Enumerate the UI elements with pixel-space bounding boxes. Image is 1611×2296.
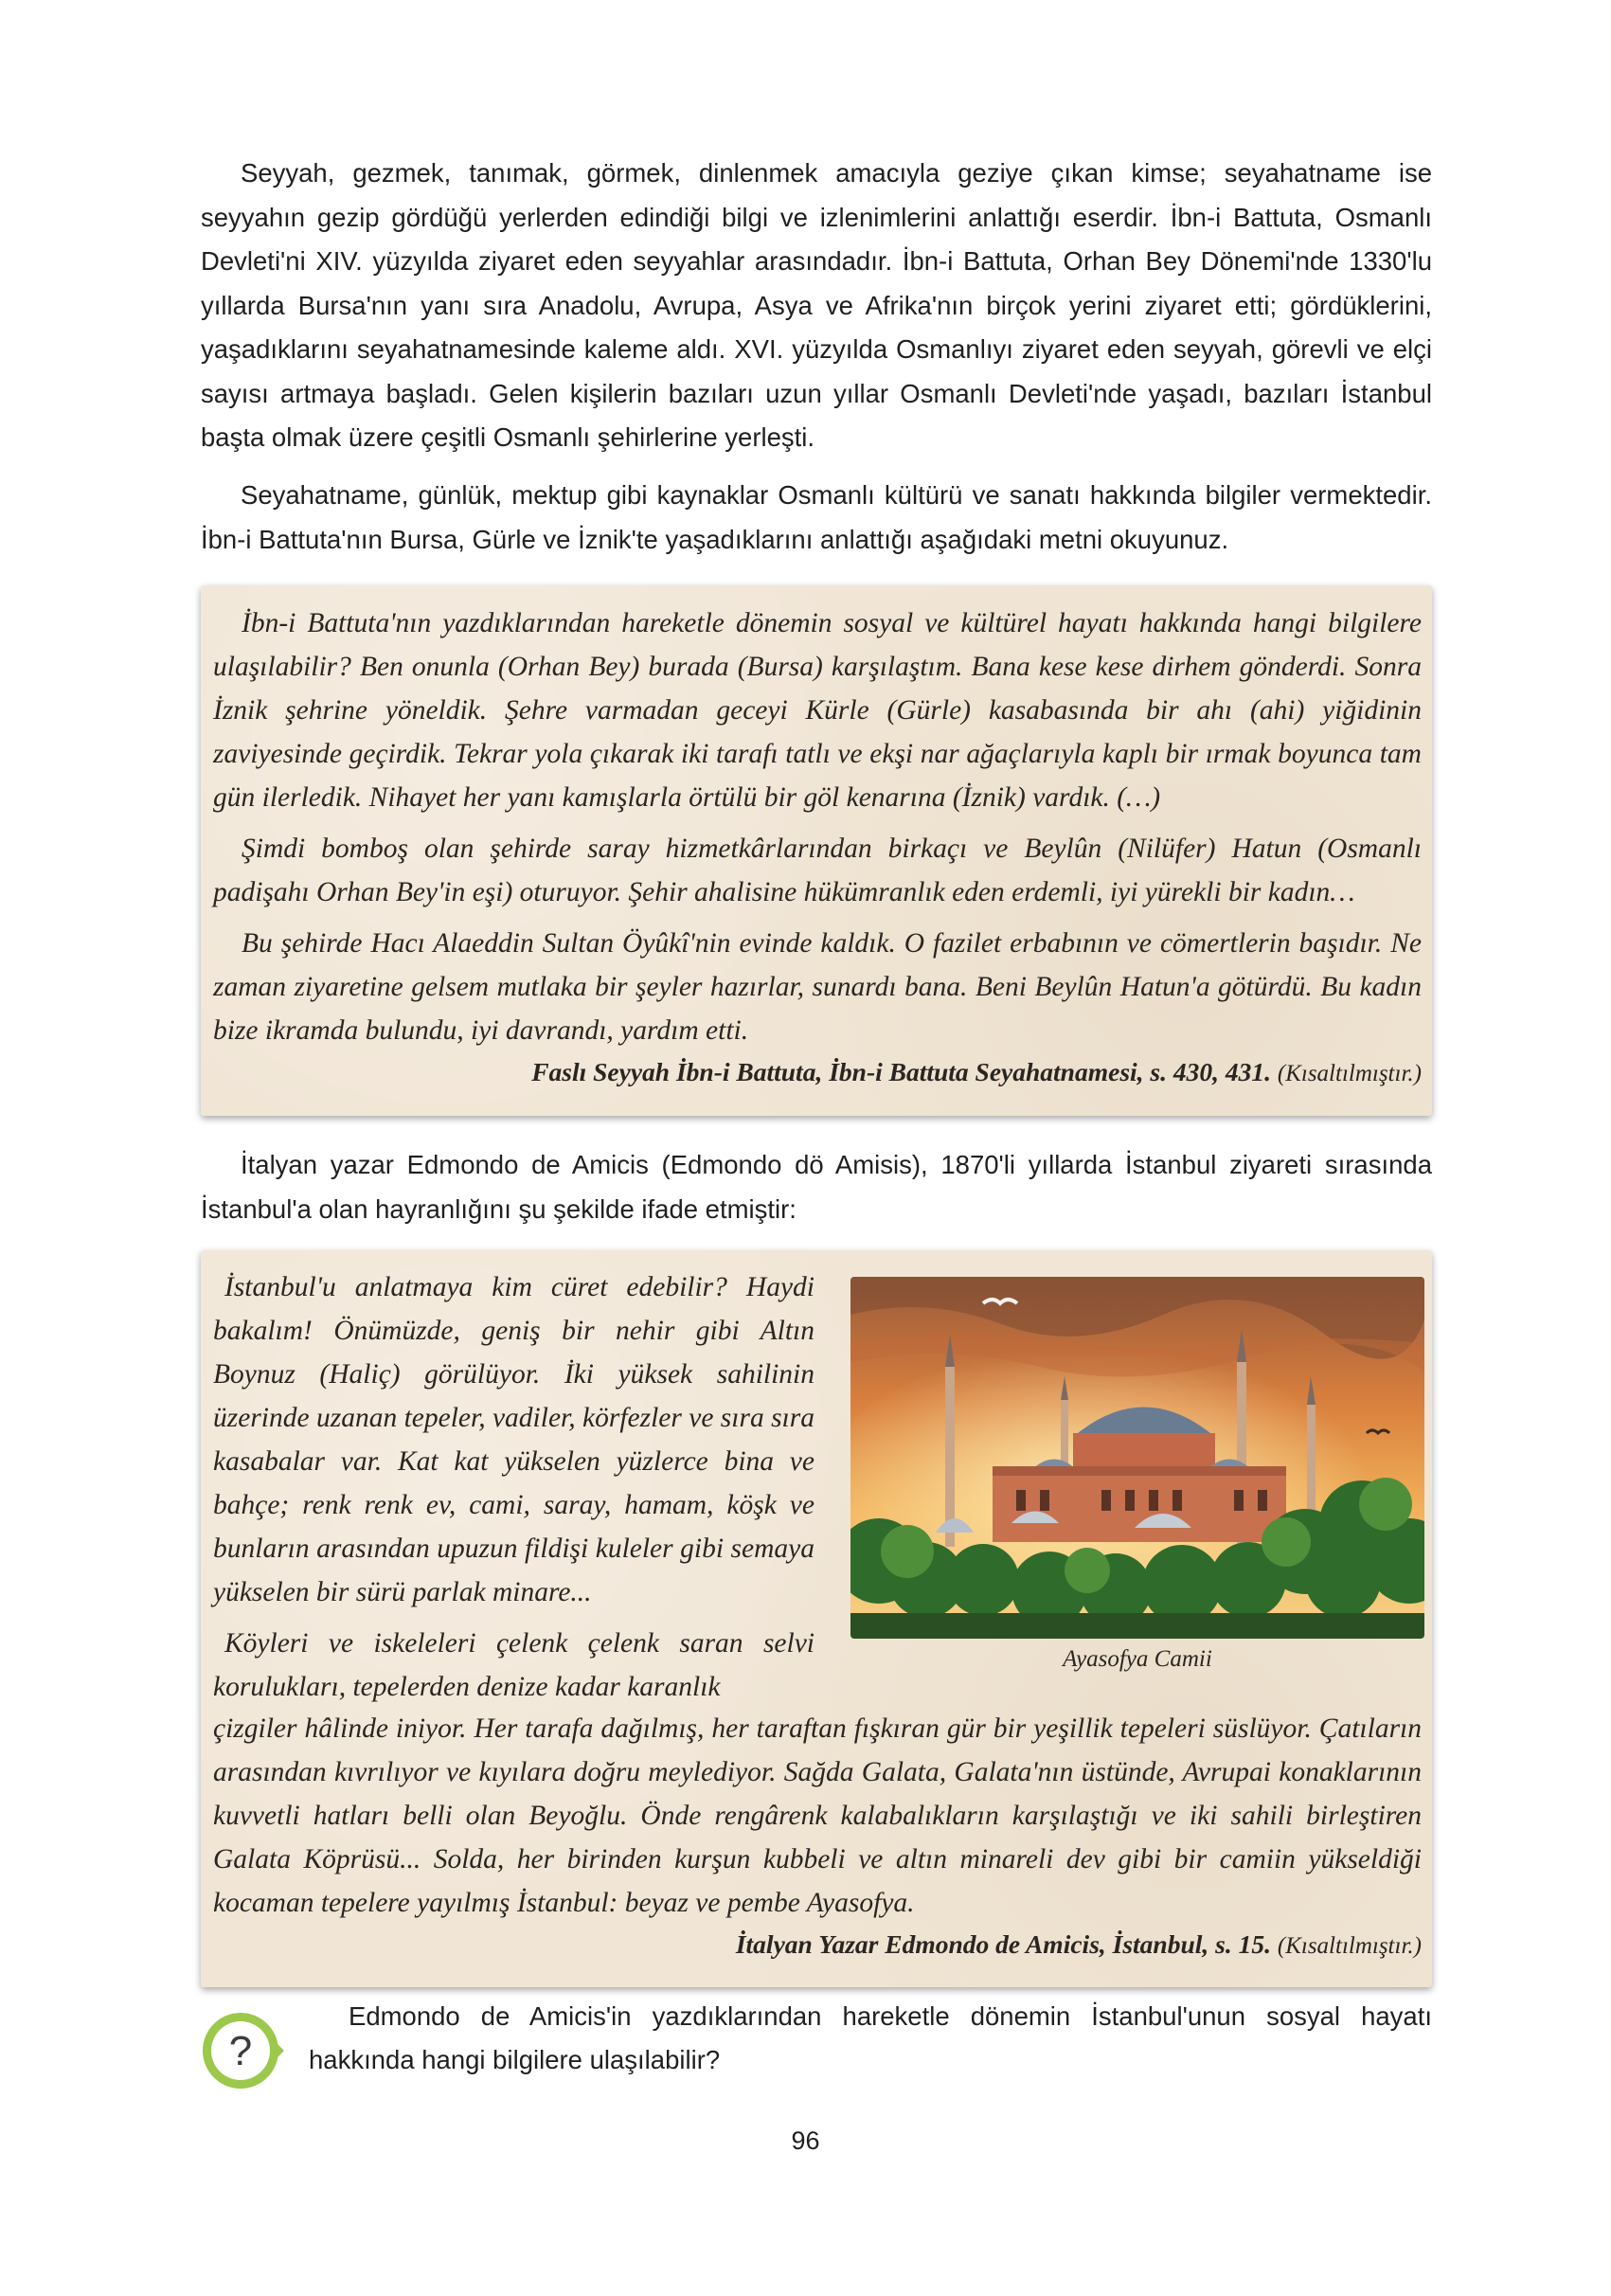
ayasofya-photo bbox=[850, 1277, 1424, 1639]
ibn-battuta-quote-box bbox=[201, 585, 1432, 1116]
quote1-source-main: Faslı Seyyah İbn-i Battuta, İbn-i Battuta Seyahatnamesi, s. 430, 431. bbox=[531, 1057, 1271, 1086]
amicis-quote-box bbox=[201, 1250, 1432, 1987]
discussion-question: Edmondo de Amicis'in yazdıklarından hareketle dönemin İstanbul'unun sosyal hayatı hakkında hangi bilgilere ulaşılabilir? bbox=[309, 2001, 1432, 2074]
quote1-source bbox=[213, 1052, 1422, 1094]
intro-paragraph-3: İtalyan yazar Edmondo de Amicis (Edmondo dö Amisis), 1870'li yıllarda İstanbul ziyareti sırasında İstanbul'a olan hayranlığını şu şekilde ifade etmiştir: bbox=[201, 1150, 1432, 1224]
photo-caption: Ayasofya Camii bbox=[1063, 1646, 1212, 1672]
question-mark-icon bbox=[197, 2005, 288, 2096]
quote2-paragraph-2-rest: çizgiler hâlinde iniyor. Her tarafa dağılmış, her taraftan fışkıran gür bir yeşillik tepeleri süslüyor. Çatıların arasından kıvrılıyor ve kıyılara doğru meylediyor. Sağda Galata, Galata'nın üstünde, Avrupai konaklarının kuvvetli hatları belli olan Beyoğlu. Önde rengârenk kalabalıkların karşılaştığı ve iki sahili birleştiren Galata Köprüsü... Solda, her birinden kurşun kubbeli ve altın minareli dev gibi bir camiin yükseldiği kocaman tepelere yayılmış İstanbul: beyaz ve pembe Ayasofya. bbox=[213, 1713, 1422, 1918]
ayasofya-illustration bbox=[850, 1277, 1424, 1639]
quote2-source bbox=[213, 1925, 1422, 1966]
svg-text:?: ? bbox=[228, 2028, 253, 2074]
quote1-source-note: (Kısaltılmıştır.) bbox=[1277, 1061, 1422, 1086]
intro-paragraph-2: Seyahatname, günlük, mektup gibi kaynaklar Osmanlı kültürü ve sanatı hakkında bilgiler vermektedir. İbn-i Battuta'nın Bursa, Gürle ve İznik'te yaşadıklarını anlattığı aşağıdaki metni okuyunuz. bbox=[201, 480, 1432, 554]
page-number: 96 bbox=[791, 2126, 820, 2155]
intro-paragraph-1: Seyyah, gezmek, tanımak, görmek, dinlenmek amacıyla geziye çıkan kimse; seyahatname ise seyyahın gezip gördüğü yerlerden edindiği bilgi ve izlenimlerini anlattığı eserdir. İbn-i Battuta, Osmanlı Devleti'ni XIV. yüzyılda ziyaret eden seyyahlar arasındadır. İbn-i Battuta, Orhan Bey Dönemi'nde 1330'lu yıllarda Bursa'nın yanı sıra Anadolu, Avrupa, Asya ve Afrika'nın birçok yerini ziyaret etti; gördüklerini, yaşadıklarını seyahatnamesinde kaleme aldı. XVI. yüzyılda Osmanlıyı ziyaret eden seyyah, görevli ve elçi sayısı artmaya başladı. Gelen kişilerin bazıları uzun yıllar Osmanlı Devleti'nde yaşadı, bazıları İstanbul başta olmak üzere çeşitli Osmanlı şehirlerine yerleşti. bbox=[201, 158, 1432, 452]
quote1-paragraph-1: İbn-i Battuta'nın yazdıklarından hareketle dönemin sosyal ve kültürel hayatı hakkında hangi bilgilere ulaşılabilir? Ben onunla (Orhan Bey) burada (Bursa) karşılaştım. Bana kese kese dirhem gönderdi. Sonra İznik şehrine yöneldik. Şehre varmadan geceyi Kürle (Gürle) kasabasında bir ahı (ahi) yiğidinin zaviyesinde geçirdik. Tekrar yola çıkarak iki tarafı tatlı ve ekşi nar ağaçlarıyla kaplı bir ırmak boyunca tam gün ilerledik. Nihayet her yanı kamışlarla örtülü bir göl kenarına (İznik) vardık. (…) bbox=[213, 608, 1422, 813]
quote2-source-main: İtalyan Yazar Edmondo de Amicis, İstanbul, s. 15. bbox=[735, 1929, 1271, 1959]
quote2-source-note: (Kısaltılmıştır.) bbox=[1277, 1933, 1422, 1959]
quote2-paragraph-2-start: Köyleri ve iskeleleri çelenk çelenk saran selvi korulukları, tepelerden denize kadar karanlık bbox=[213, 1628, 814, 1702]
quote1-paragraph-2: Şimdi bomboş olan şehirde saray hizmetkârlarından birkaçı ve Beylûn (Nilüfer) Hatun (Osmanlı padişahı Orhan Bey'in eşi) oturuyor. Şehir ahalisine hükümranlık eden erdemli, iyi yürekli bir kadın… bbox=[213, 834, 1422, 907]
quote1-paragraph-3: Bu şehirde Hacı Alaeddin Sultan Öyûkî'nin evinde kaldık. O fazilet erbabının ve cömertlerin başıdır. Ne zaman ziyaretine gelsem mutlaka bir şeyler hazırlar, sunardı bana. Beni Beylûn Hatun'a götürdü. Bu kadın bize ikramda bulundu, iyi davrandı, yardım etti. bbox=[213, 928, 1422, 1046]
quote2-paragraph-1: İstanbul'u anlatmaya kim cüret edebilir? Haydi bakalım! Önümüzde, geniş bir nehir gibi Altın Boynuz (Haliç) görülüyor. İki yüksek sahilinin üzerinde uzanan tepeler, vadiler, körfezler ve sıra sıra kasabalar var. Kat kat yükselen yüzlerce bina ve bahçe; renk renk ev, cami, saray, hamam, köşk ve bunların arasından upuzun fildişi kuleler gibi semaya yükselen bir sürü parlak minare... bbox=[213, 1272, 814, 1607]
